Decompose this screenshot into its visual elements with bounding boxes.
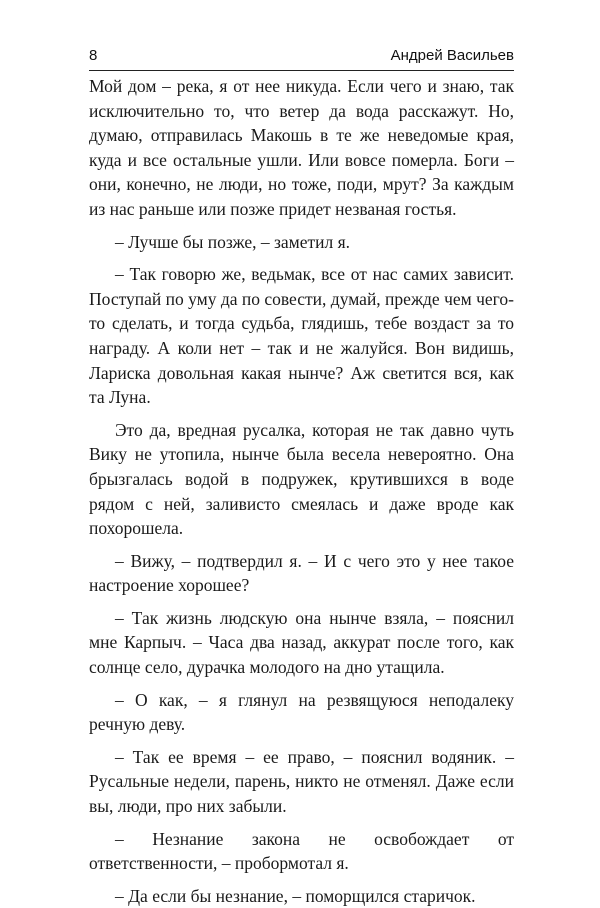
page-number: 8 xyxy=(89,47,98,64)
paragraph: – Вижу, – подтвердил я. – И с чего это у нее такое настроение хорошее? xyxy=(89,550,514,596)
header-rule xyxy=(89,70,514,71)
paragraph: Это да, вредная русалка, которая не так давно чуть Вику не утопила, нынче была весела невероятно. Она брызгалась водой в подружек, крутившихся в воде рядом с ней, заливисто смеялась и даже вроде как похорошела. xyxy=(89,419,514,539)
paragraph: – О как, – я глянул на резвящуюся неподалеку речную деву. xyxy=(89,689,514,735)
paragraph: – Да если бы незнание, – поморщился старичок. xyxy=(115,885,476,906)
body-text xyxy=(89,74,514,908)
paragraph: – Так ее время – ее право, – пояснил водяник. – Русальные недели, парень, никто не отменял. Даже если вы, люди, про них забыли. xyxy=(89,746,514,817)
author-name: Андрей Васильев xyxy=(390,47,514,64)
paragraph: – Так говорю же, ведьмак, все от нас самих зависит. Поступай по уму да по совести, думай, прежде чем чего-то сделать, и тогда судьба, глядишь, тебе воздаст за то награду. А коли нет – так и не жалуйся. Вон видишь, Лариска довольная какая нынче? Аж светится вся, как та Луна. xyxy=(89,264,514,408)
paragraph: Мой дом – река, я от нее никуда. Если чего и знаю, так исключительно то, что ветер да вода расскажут. Но, думаю, отправилась Макошь в те же неведомые края, куда и все остальные ушли. Или вовсе померла. Боги – они, конечно, не люди, но тоже, поди, мрут? За каждым из нас раньше или позже придет незваная гостья. xyxy=(89,76,514,219)
paragraph: – Незнание закона не освобождает от ответственности, – пробормотал я. xyxy=(89,828,514,874)
running-header xyxy=(89,46,514,66)
paragraph: – Лучше бы позже, – заметил я. xyxy=(115,231,351,252)
paragraph: – Так жизнь людскую она нынче взяла, – пояснил мне Карпыч. – Часа два назад, аккурат после того, как солнце село, дурачка молодого на дно утащила. xyxy=(89,607,514,678)
